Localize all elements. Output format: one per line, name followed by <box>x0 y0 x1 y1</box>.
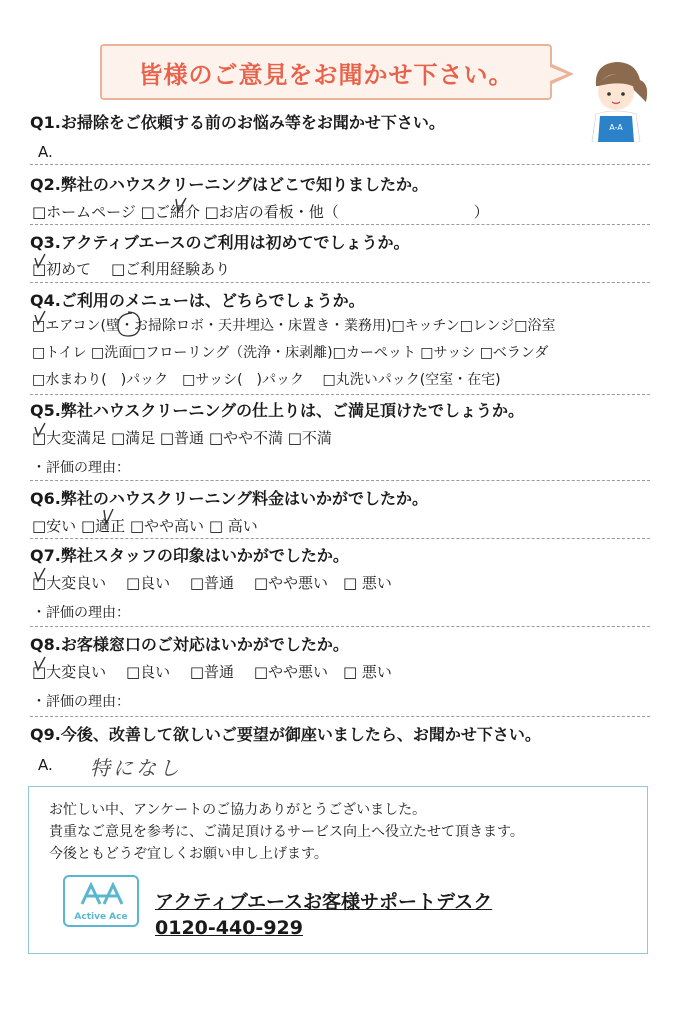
checkmark-icon <box>174 197 188 215</box>
thanks-line-1: お忙しい中、アンケートのご協力ありがとうございました。 <box>49 802 427 818</box>
thanks-line-3: 今後ともどうぞ宜しくお願い申し上げます。 <box>49 846 328 862</box>
circle-mark-icon <box>114 310 144 338</box>
handwritten-text: 特になし <box>90 756 182 780</box>
divider <box>30 538 650 539</box>
banner-tail-inner <box>550 67 567 81</box>
checkmark-icon <box>33 421 47 439</box>
q8-question: Q8.お客様窓口のご対応はいかがでしたか。 <box>30 635 349 654</box>
q4-options-row2: □トイレ □洗面□フローリング（洗浄・床剥離)□カーペット □サッシ □ベランダ <box>32 345 549 361</box>
thanks-line-2: 貴重なご意見を参考に、ご満足頂けるサービス向上へ役立たせて頂きます。 <box>49 824 524 840</box>
divider <box>30 224 650 225</box>
q7-reason-label: ・評価の理由： <box>32 605 130 621</box>
handwritten-answer <box>88 753 198 781</box>
q2-question: Q2.弊社のハウスクリーニングはどこで知りましたか。 <box>30 175 429 194</box>
divider <box>30 394 650 395</box>
checkmark-icon <box>33 566 47 584</box>
thank-you-box <box>28 786 648 954</box>
divider <box>30 164 650 165</box>
support-desk-link[interactable]: アクティブエースお客様サポートデスク <box>155 891 493 913</box>
q5-question: Q5.弊社ハウスクリーニングの仕上りは、ご満足頂けたでしょうか。 <box>30 401 525 420</box>
active-ace-logo <box>63 875 139 927</box>
q7-question: Q7.弊社スタッフの印象はいかがでしたか。 <box>30 546 349 565</box>
q6-question: Q6.弊社のハウスクリーニング料金はいかがでしたか。 <box>30 489 429 508</box>
q4-options-row3: □水まわり( )パック □サッシ( )パック □丸洗いパック(空室・在宅) <box>32 372 501 388</box>
q5-options: □大変満足 □満足 □普通 □やや不満 □不満 <box>32 429 332 447</box>
support-phone-link[interactable]: 0120-440-929 <box>155 917 303 939</box>
checkmark-icon <box>102 508 116 526</box>
q5-reason-label: ・評価の理由： <box>32 460 130 476</box>
q3-options: □初めて □ご利用経験あり <box>32 260 231 278</box>
q4-options-row1: □エアコン(壁・お掃除ロボ・天井埋込・床置き・業務用)□キッチン□レンジ□浴室 <box>32 318 556 334</box>
q3-question: Q3.アクティブエースのご利用は初めてでしょうか。 <box>30 233 410 252</box>
checkmark-icon <box>33 309 47 327</box>
q1-answer-label: A. <box>38 143 53 161</box>
logo-text: Active Ace <box>74 912 128 922</box>
q6-options: □安い □適正 □やや高い □ 高い <box>32 517 258 535</box>
banner-title: 皆様のご意見をお聞かせ下さい。 <box>138 60 514 89</box>
mascot-illustration <box>574 56 654 142</box>
divider <box>30 282 650 283</box>
q9-question: Q9.今後、改善して欲しいご要望が御座いましたら、お聞かせ下さい。 <box>30 725 541 744</box>
q1-question: Q1.お掃除をご依頼する前のお悩み等をお聞かせ下さい。 <box>30 113 445 132</box>
q7-options: □大変良い □良い □普通 □やや悪い □ 悪い <box>32 574 392 592</box>
logo-mark-icon <box>79 882 125 906</box>
q8-options: □大変良い □良い □普通 □やや悪い □ 悪い <box>32 663 392 681</box>
checkmark-icon <box>33 252 47 270</box>
q9-answer-label: A. <box>38 756 53 774</box>
q2-options: □ホームページ □ご紹介 □お店の看板・他（ ） <box>32 203 489 221</box>
q4-question: Q4.ご利用のメニューは、どちらでしょうか。 <box>30 291 365 310</box>
divider <box>30 626 650 627</box>
q8-reason-label: ・評価の理由： <box>32 694 130 710</box>
survey-banner <box>100 44 552 100</box>
divider <box>30 716 650 717</box>
divider <box>30 480 650 481</box>
mascot-badge: A-A <box>609 123 623 132</box>
checkmark-icon <box>33 655 47 673</box>
